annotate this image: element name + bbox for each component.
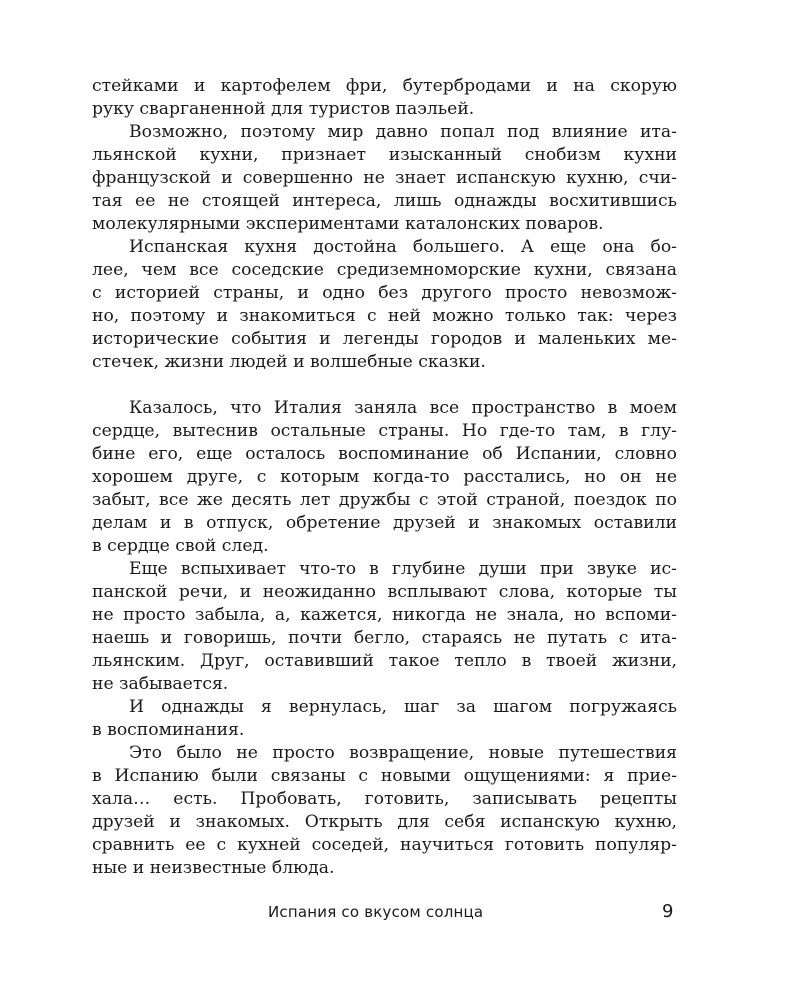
text-line: тая ее не стоящей интереса, лишь однажды восхитившись [92, 191, 677, 211]
text-line: в воспоминания. [92, 720, 245, 740]
text-line: хорошем друге, с которым когда-то расстались, но он не [92, 467, 677, 487]
text-line: ные и неизвестные блюда. [92, 858, 335, 878]
text-line: в Испанию были связаны с новыми ощущениями: я прие- [92, 766, 677, 786]
text-line: не забывается. [92, 674, 229, 694]
section-break [92, 374, 677, 397]
page-number: 9 [662, 901, 674, 922]
text-line: Испанская кухня достойна большего. А еще она бо- [129, 237, 677, 257]
text-line: забыт, все же десять лет дружбы с этой страной, поездок по [92, 490, 677, 510]
paragraph [92, 236, 677, 374]
text-line: Это было не просто возвращение, новые путешествия [129, 743, 677, 763]
text-line: сердце, вытеснив остальные страны. Но где-то там, в глу- [92, 421, 677, 441]
text-line: И однажды я вернулась, шаг за шагом погружаясь [129, 697, 677, 717]
text-line: друзей и знакомых. Открыть для себя испанскую кухню, [92, 812, 677, 832]
text-line: с историей страны, и одно без другого просто невозмож- [92, 283, 677, 303]
page-body [92, 75, 677, 880]
text-line: исторические события и легенды городов и маленьких ме- [92, 329, 677, 349]
text-line: молекулярными экспериментами каталонских поваров. [92, 214, 604, 234]
text-line: делам и в отпуск, обретение друзей и знакомых оставили [92, 513, 677, 533]
text-line: руку сварганенной для туристов паэльей. [92, 99, 475, 119]
paragraph [92, 397, 677, 558]
text-line: Казалось, что Италия заняла все пространство в моем [129, 398, 677, 418]
text-line: французской и совершенно не знает испанскую кухню, счи- [92, 168, 677, 188]
text-line: хала… есть. Пробовать, готовить, записывать рецепты [92, 789, 677, 809]
paragraph [92, 121, 677, 236]
page-footer [0, 903, 800, 927]
paragraph [92, 742, 677, 880]
text-line: наешь и говоришь, почти бегло, стараясь не путать с ита- [92, 628, 677, 648]
text-line: Еще вспыхивает что-то в глубине души при звуке ис- [129, 559, 677, 579]
text-line: льянским. Друг, оставивший такое тепло в твоей жизни, [92, 651, 677, 671]
text-line: не просто забыла, а, кажется, никогда не знала, но вспоми- [92, 605, 677, 625]
text-line: но, поэтому и знакомиться с ней можно только так: через [92, 306, 677, 326]
paragraph [92, 75, 677, 121]
text-line: стечек, жизни людей и волшебные сказки. [92, 352, 486, 372]
text-line: стейками и картофелем фри, бутербродами и на скорую [92, 76, 677, 96]
running-title: Испания со вкусом солнца [268, 903, 484, 921]
text-line: бине его, еще осталось воспоминание об Испании, словно [92, 444, 677, 464]
text-line: лее, чем все соседские средиземноморские кухни, связана [92, 260, 677, 280]
text-line: панской речи, и неожиданно всплывают слова, которые ты [92, 582, 677, 602]
paragraph [92, 558, 677, 696]
text-line: в сердце свой след. [92, 536, 269, 556]
text-line: Возможно, поэтому мир давно попал под влияние ита- [129, 122, 677, 142]
text-line: льянской кухни, признает изысканный снобизм кухни [92, 145, 677, 165]
text-line: сравнить ее с кухней соседей, научиться готовить популяр- [92, 835, 677, 855]
paragraph [92, 696, 677, 742]
